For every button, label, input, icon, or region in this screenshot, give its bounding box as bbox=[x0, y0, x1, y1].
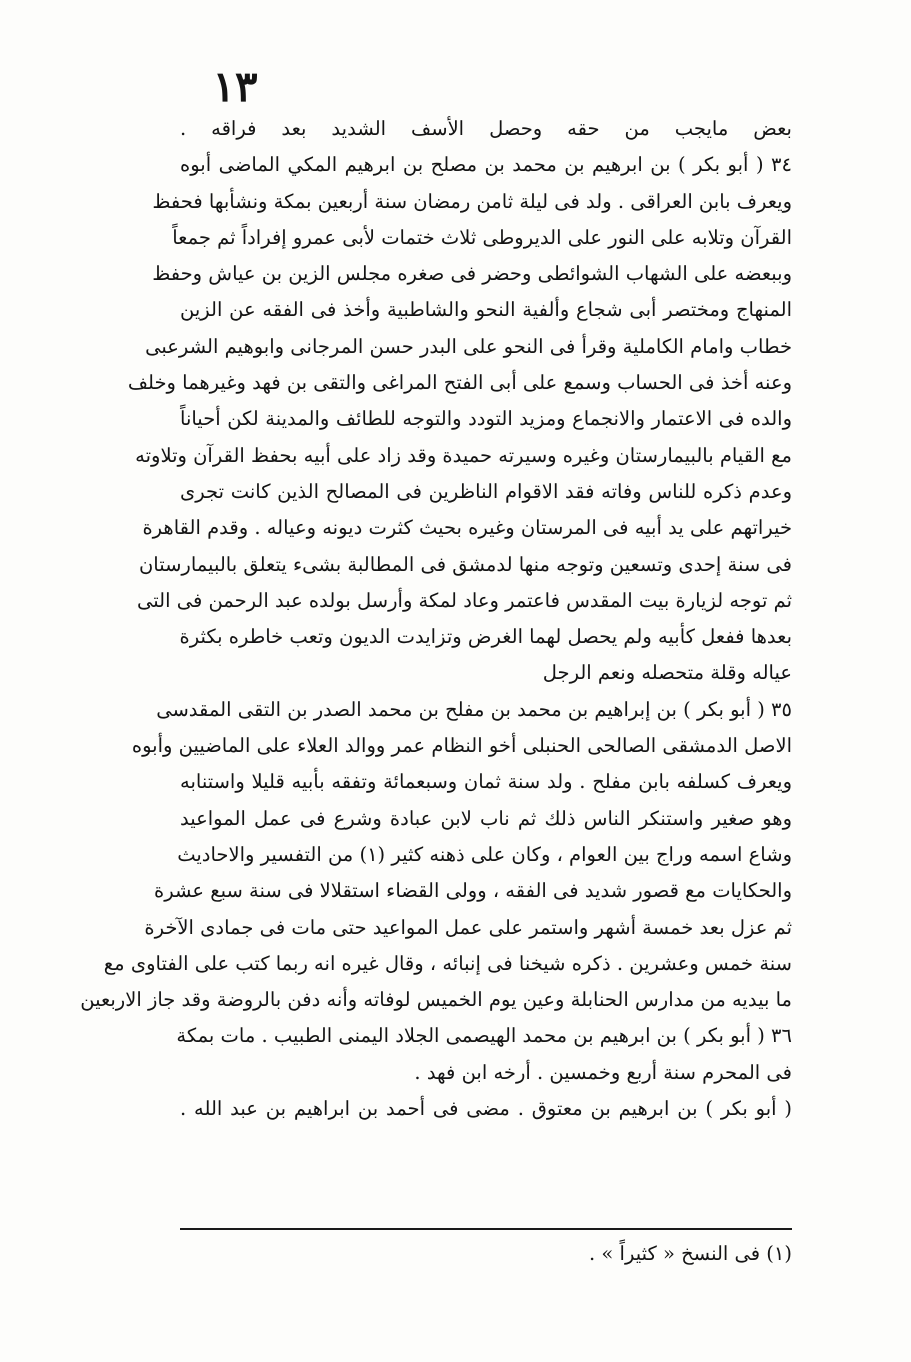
body-text bbox=[80, 111, 792, 1127]
text-line: والده فى الاعتمار والانجماع ومزيد التودد والتوجه للطائف والمدينة لكن أحياناً bbox=[180, 407, 792, 431]
text-line: بعدها ففعل كأبيه ولم يحصل لهما الغرض وتزايدت الديون وتعب خاطره بكثرة bbox=[179, 625, 792, 649]
text-line: وشاع اسمه وراج بين العوام ، وكان على ذهنه كثير (١) من التفسير والاحاديث bbox=[177, 842, 792, 866]
entry-36-line: ٣٦ ( أبو بكر ) بن ابرهيم بن محمد الهيصمى الجلاد اليمنى الطبيب . مات بمكة bbox=[176, 1024, 792, 1048]
text-line: ثم عزل بعد خمسة أشهر واستمر على عمل المواعيد حتى مات فى جمادى الآخرة bbox=[144, 915, 792, 939]
text-line: المنهاج ومختصر أبى شجاع وألفية النحو والشاطبية وأخذ فى الفقه عن الزين bbox=[180, 298, 792, 322]
text-line: وعنه أخذ فى الحساب وسمع على أبى الفتح المراغى والتقى بن فهد وغيرهما وخلف bbox=[127, 371, 792, 395]
text-line: ما بيديه من مدارس الحنابلة وعين يوم الخميس لوفاته وأنه دفن بالروضة وقد جاز الاربعين bbox=[80, 988, 792, 1012]
text-line: وهو صغير واستنكر الناس ذلك ثم ناب لابن عبادة وشرع فى عمل المواعيد bbox=[180, 806, 792, 830]
footnote: (١) فى النسخ « كثيراً » . bbox=[589, 1242, 792, 1265]
text-line: عياله وقلة متحصله ونعم الرجل bbox=[542, 661, 792, 685]
text-line: ويعرف بابن العراقى . ولد فى ليلة ثامن رمضان سنة أربعين بمكة ونشأبها فحفظ bbox=[152, 189, 792, 213]
page-number: ١٣ bbox=[212, 62, 258, 111]
text-line: ثم توجه لزيارة بيت المقدس فاعتمر وعاد لمكة وأرسل بولده عبد الرحمن فى التى bbox=[137, 588, 792, 612]
text-line: خطاب وامام الكاملية وقرأ فى النحو على البدر حسن المرجانى وابوهيم الشرعبى bbox=[145, 334, 792, 358]
text-line: فى المحرم سنة أربع وخمسين . أرخه ابن فهد . bbox=[414, 1060, 792, 1084]
entry-35-line: ٣٥ ( أبو بكر ) بن إبراهيم بن محمد بن مفلح بن محمد الصدر بن التقى المقدسى bbox=[156, 697, 792, 721]
cross-reference-line: ( أبو بكر ) بن ابرهيم بن معتوق . مضى فى أحمد بن ابراهيم بن عبد الله . bbox=[180, 1097, 792, 1121]
footnote-separator bbox=[180, 1228, 792, 1230]
text-line: فى سنة إحدى وتسعين وتوجه منها لدمشق فى المطالبة بشىء يتعلق بالبيمارستان bbox=[138, 552, 792, 576]
text-line: بعض مايجب من حقه وحصل الأسف الشديد بعد فراقه . bbox=[180, 117, 792, 140]
text-line: القرآن وتلابه على النور على الديروطى ثلاث ختمات لأبى عمرو إفراداً ثم جمعاً bbox=[172, 225, 792, 249]
text-line: ويعرف كسلفه بابن مفلح . ولد سنة ثمان وسبعمائة وتفقه بأبيه قليلا واستنابه bbox=[180, 770, 792, 794]
text-line: سنة خمس وعشرين . ذكره شيخنا فى إنبائه ، وقال غيره انه ربما كتب على الفتاوى مع bbox=[103, 951, 792, 975]
text-line: والحكايات مع قصور شديد فى الفقه ، وولى القضاء استقلالا فى سنة سبع عشرة bbox=[154, 879, 792, 903]
text-line: مع القيام بالبيمارستان وغيره وسيرته حميدة وقد زاد على أبيه بحفظ القرآن وتلاوته bbox=[135, 443, 792, 467]
text-line: وببعضه على الشهاب الشوائطى وحضر فى صغره مجلس الزين بن عياش وحفظ bbox=[152, 262, 792, 286]
text-line: وعدم ذكره للناس وفاته فقد الاقوام الناظرين فى المصالح الذين كانت تجرى bbox=[180, 479, 792, 503]
text-line: الاصل الدمشقى الصالحى الحنبلى أخو النظام عمر ووالد العلاء على الماضيين وأبوه bbox=[131, 734, 792, 758]
text-line: خيراتهم على يد أبيه فى المرستان وغيره بحيث كثرت ديونه وعياله . وقدم القاهرة bbox=[142, 516, 792, 540]
entry-34-line: ٣٤ ( أبو بكر ) بن ابرهيم بن محمد بن مصلح بن ابرهيم المكي الماضى أبوه bbox=[180, 153, 792, 177]
